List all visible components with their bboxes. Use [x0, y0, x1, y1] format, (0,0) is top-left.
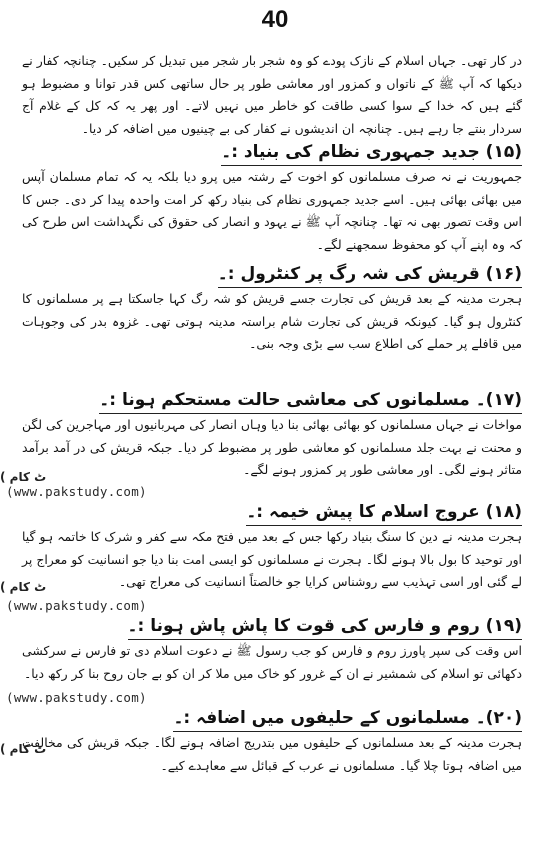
page-number: 40: [261, 6, 289, 33]
section-16: [22, 262, 522, 356]
section-heading: (۱۹) روم و فارس کی قوت کا پاش پاش ہونا :۔: [128, 614, 522, 640]
section-paragraph: ہجرت مدینہ کے بعد قریش کی تجارت جسے قریش کو شہ رگ کہا جاسکتا ہے پر مسلمانوں کا کنٹرول ہو گیا۔ کیونکہ قریش کی تجارت شام براستہ مدینہ ہوتی تھی۔ غزوہ بدر کی وجوہات میں قافلے پر حملے کی اطلاع سب سے بڑی وجہ بنی۔: [22, 291, 522, 351]
watermark-side-text: ٹ کام ): [0, 470, 47, 484]
section-paragraph: اس وقت کی سپر پاورز روم و فارس کو جب رسول ﷺ نے دعوت اسلام دی تو فارس نے سرکشی دکھائی تو اسلام کی شمشیر نے ان کے غرور کو خاک میں ملا کر ان کو بے جان روح بنا کر رکھ دیا۔: [22, 643, 522, 681]
intro-paragraph: در کار تھی۔ جہاں اسلام کے نازک پودے کو وہ شجر بار شجر میں تبدیل کر سکیں۔ چنانچہ کفار نے دیکھا کہ آپ ﷺ کے ناتواں و کمزور اور معاشی طور پر حال ساتھی کس قدر توانا و مضبوط ہو گئے ہیں کہ خدا کے سوا کسی طاقت کو خاطر میں نہیں لاتے۔ اور پھر یہ کہ کل کے غلام آج سردار بنتے جا رہے ہیں۔ چنانچہ ان اندیشوں نے کفار کی بے چینیوں میں اضافہ کر دیا۔: [22, 53, 522, 136]
section-17: [22, 388, 522, 482]
watermark-text: (www.pakstudy.com): [6, 598, 147, 613]
section-15: [22, 140, 522, 256]
watermark-text: (www.pakstudy.com): [6, 484, 147, 499]
section-heading: (۲۰)۔ مسلمانوں کے حلیفوں میں اضافہ :۔: [173, 706, 522, 732]
section-heading: (۱۵) جدید جمہوری نظام کی بنیاد :۔: [221, 140, 522, 166]
intro-block: [22, 50, 522, 140]
section-paragraph: مواخات نے جہاں مسلمانوں کو بھائی بھائی بنا دیا وہاں انصار کی مہربانیوں اور مہاجرین کی لگن و محنت نے بہت جلد مسلمانوں کو معاشی طور پر مضبوط کر دیا۔ جبکہ قریش کی در آمد برآمد متاثر ہونے لگی۔ اور معاشی طور پر کمزور ہونے لگے۔: [22, 417, 522, 477]
watermark-text: (www.pakstudy.com): [6, 690, 147, 705]
section-paragraph: ہجرت مدینہ کے بعد مسلمانوں کے حلیفوں میں بتدریج اضافہ ہونے لگا۔ جبکہ قریش کی مخالفت میں اضافہ ہوتا چلا گیا۔ مسلمانوں نے عرب کے قبائل سے معاہدے کیے۔: [22, 735, 522, 773]
watermark-side-text: ٹ کام ): [0, 742, 47, 756]
section-heading: (۱۷)۔ مسلمانوں کی معاشی حالت مستحکم ہونا :۔: [99, 388, 522, 414]
section-heading: (۱۸) عروج اسلام کا پیش خیمہ :۔: [246, 500, 522, 526]
section-paragraph: جمہوریت نے نہ صرف مسلمانوں کو اخوت کے رشتہ میں پرو دیا بلکہ یہ کہ تمام مسلمان آپس میں بھائی بھائی ہیں۔ اسے جدید جمہوری نظام کی بنیاد رکھ کر امت واحدہ پیدا کر دی۔ جس کا اس وقت تصور بھی نہ تھا۔ چنانچہ آپ ﷺ نے یہود و انصار کی حقوق کی نگہداشت اس طرح کی کہ وہ اپنے آپ کو محفوظ سمجھنے لگے۔: [22, 169, 522, 252]
section-20: [22, 706, 522, 777]
section-paragraph: ہجرت مدینہ نے دین کا سنگ بنیاد رکھا جس کے بعد میں فتح مکہ سے کفر و شرک کا خاتمہ ہو گیا اور توحید کا بول بالا ہونے لگا۔ ہجرت نے مسلمانوں کو ایسی امت بنا دیا جو انسانیت کو معراج پر لے گئی اور اسی تہذیب سے روشناس کرایا جو خالصتاً انسانیت کی معراج تھی۔: [22, 529, 522, 589]
section-heading: (۱۶) قریش کی شہ رگ پر کنٹرول :۔: [218, 262, 522, 288]
section-18: [22, 500, 522, 594]
watermark-side-text: ٹ کام ): [0, 580, 47, 594]
section-19: [22, 614, 522, 685]
